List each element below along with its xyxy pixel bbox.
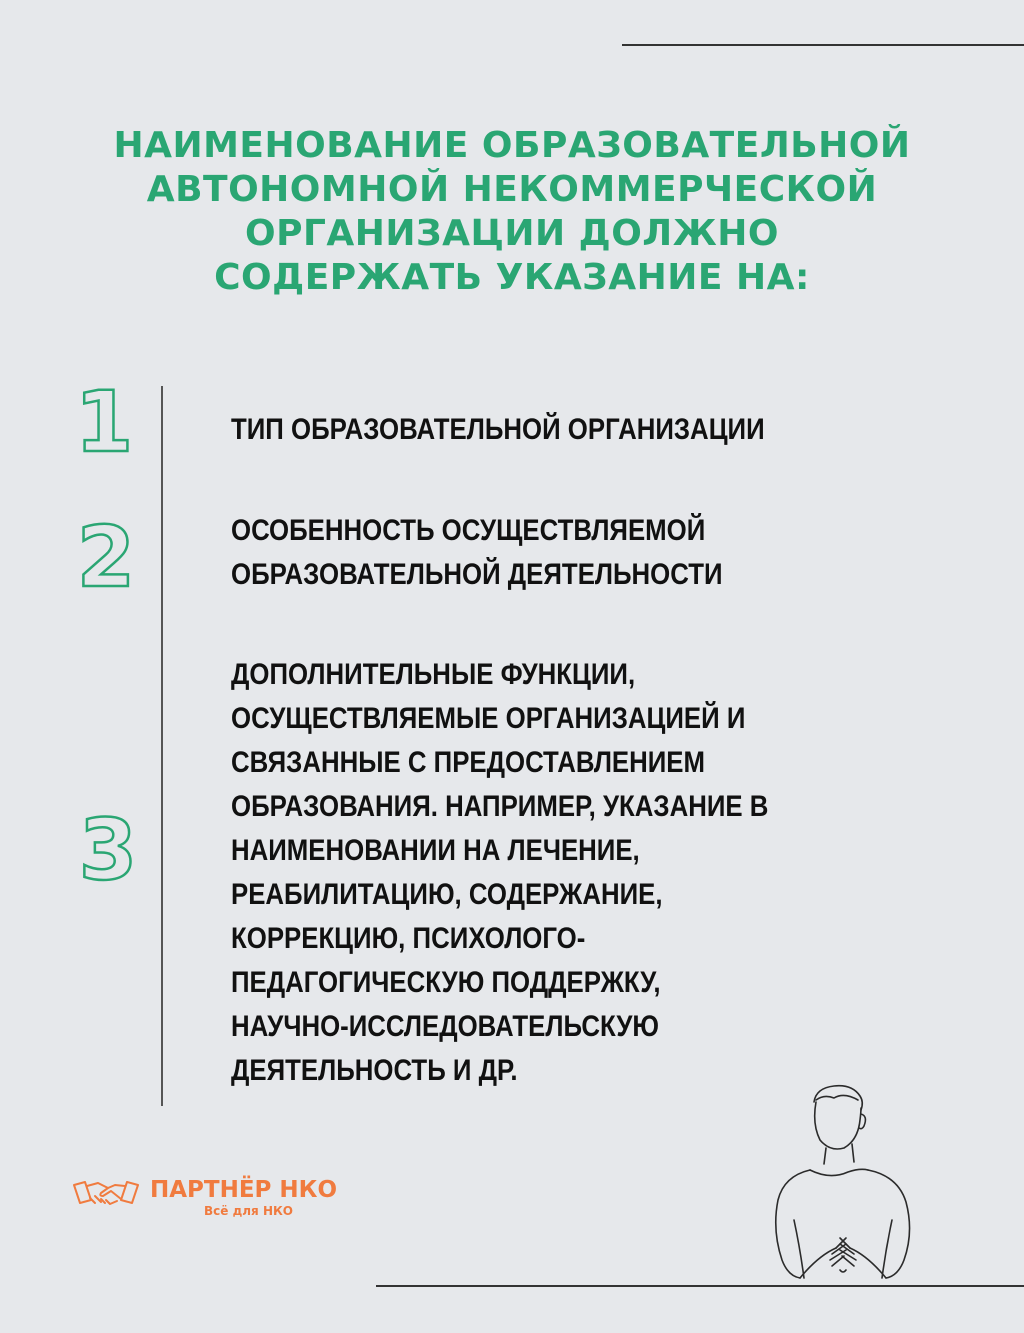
item-text-line: РЕАБИЛИТАЦИЮ, СОДЕРЖАНИЕ, — [231, 878, 663, 911]
item-text-line: ДОПОЛНИТЕЛЬНЫЕ ФУНКЦИИ, — [231, 658, 636, 691]
bottom-rule — [376, 1285, 1024, 1287]
item-text-line: НАУЧНО-ИССЛЕДОВАТЕЛЬСКУЮ — [231, 1010, 660, 1043]
handshake-icon — [72, 1176, 140, 1210]
brand-tagline: Всё для НКО — [204, 1204, 293, 1218]
title-line: АВТОНОМНОЙ НЕКОММЕРЧЕСКОЙ — [146, 169, 878, 210]
item-number-3: 3 — [78, 801, 138, 899]
item-text-line: ОСУЩЕСТВЛЯЕМЫЕ ОРГАНИЗАЦИЕЙ И — [231, 702, 746, 735]
item-text-line: ПЕДАГОГИЧЕСКУЮ ПОДДЕРЖКУ, — [231, 966, 661, 999]
brand-name: ПАРТНЁР НКО — [150, 1177, 338, 1203]
item-number-1: 1 — [74, 373, 134, 471]
item-text-line: ДЕЯТЕЛЬНОСТЬ И ДР. — [231, 1054, 518, 1087]
item-text-line: ОБРАЗОВАТЕЛЬНОЙ ДЕЯТЕЛЬНОСТИ — [231, 558, 723, 591]
list-item-2 — [231, 509, 833, 597]
title-line: ОРГАНИЗАЦИИ ДОЛЖНО — [244, 213, 780, 254]
page-title — [60, 124, 964, 300]
item-text-line: ОБРАЗОВАНИЯ. НАПРИМЕР, УКАЗАНИЕ В — [231, 790, 769, 823]
title-line: НАИМЕНОВАНИЕ ОБРАЗОВАТЕЛЬНОЙ — [113, 125, 911, 166]
top-rule — [622, 44, 1024, 46]
brand-logo — [72, 1172, 372, 1222]
item-text-line: ТИП ОБРАЗОВАТЕЛЬНОЙ ОРГАНИЗАЦИИ — [231, 413, 765, 446]
list-item-3 — [231, 653, 910, 1093]
list-item-1 — [231, 408, 833, 452]
item-text-line: СВЯЗАННЫЕ С ПРЕДОСТАВЛЕНИЕМ — [231, 746, 706, 779]
title-line: СОДЕРЖАТЬ УКАЗАНИЕ НА: — [214, 257, 810, 298]
item-number-2: 2 — [76, 508, 136, 606]
item-text-line: НАИМЕНОВАНИИ НА ЛЕЧЕНИЕ, — [231, 834, 640, 867]
vertical-divider — [161, 386, 163, 1106]
item-text-line: КОРРЕКЦИЮ, ПСИХОЛОГО- — [231, 922, 586, 955]
item-text-line: ОСОБЕННОСТЬ ОСУЩЕСТВЛЯЕМОЙ — [231, 514, 706, 547]
person-illustration — [760, 1080, 940, 1290]
